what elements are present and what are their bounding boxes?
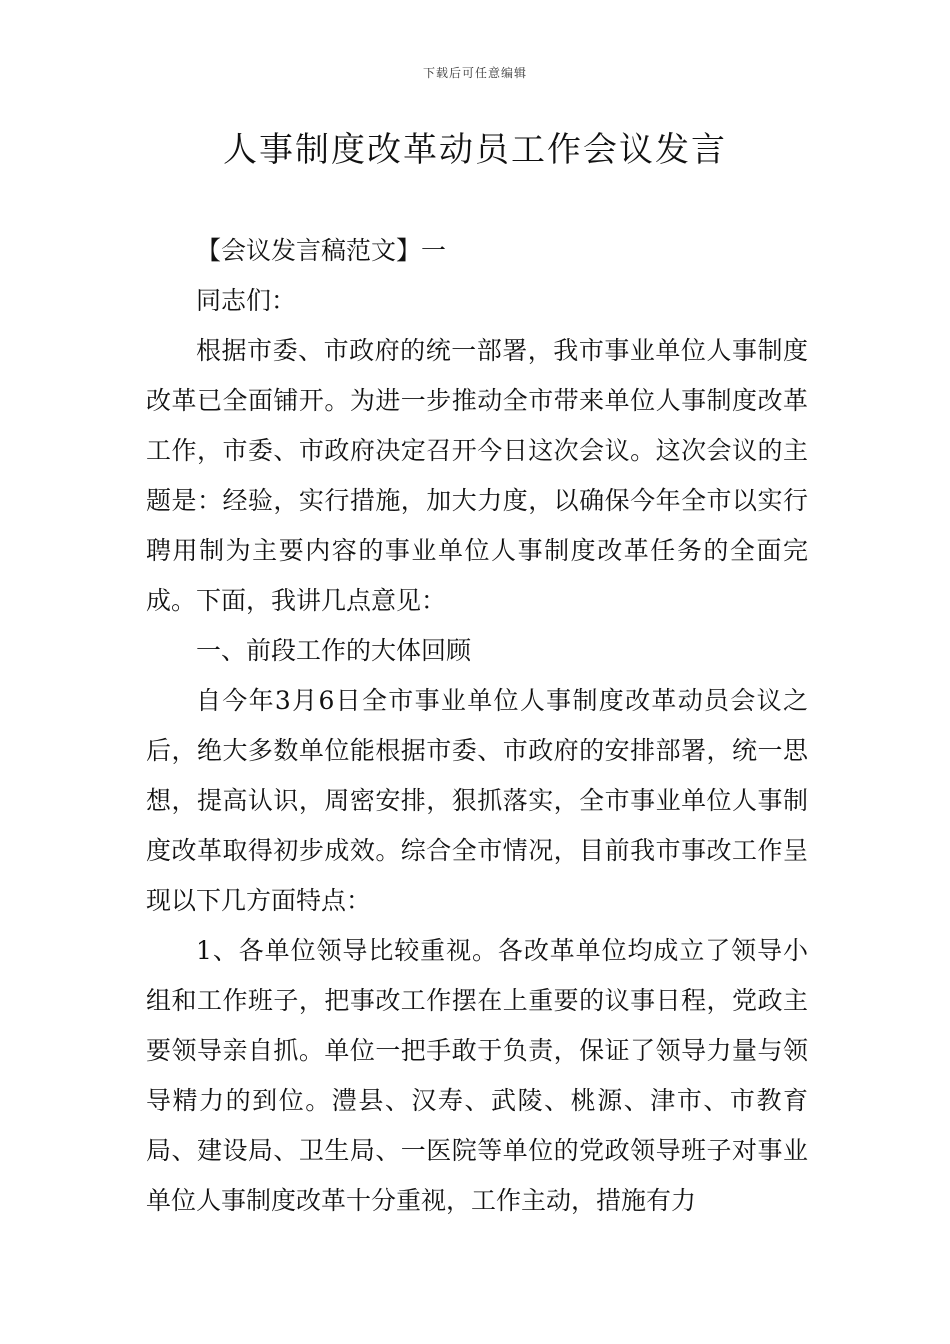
- paragraph-point-1: 1、各单位领导比较重视。各改革单位均成立了领导小组和工作班子，把事改工作摆在上重要的议事日程，党政主要领导亲自抓。单位一把手敢于负责，保证了领导力量与领导精力的到位。澧县、汉寿、武陵、桃源、津市、市教育局、建设局、卫生局、一医院等单位的党政领导班子对事业单位人事制度改革十分重视，工作主动，措施有力: [146, 936, 808, 1215]
- paragraph-salutation: 同志们：: [196, 286, 297, 315]
- paragraph-intro: 根据市委、市政府的统一部署，我市事业单位人事制度改革已全面铺开。为进一步推动全市带来单位人事制度改革工作，市委、市政府决定召开今日这次会议。这次会议的主题是：经验，实行措施，加大力度，以确保今年全市以实行聘用制为主要内容的事业单位人事制度改革任务的全面完成。下面，我讲几点意见：: [146, 336, 808, 615]
- paragraph-heading-sample: 【会议发言稿范文】一: [196, 236, 447, 265]
- paragraph-review: 自今年3月6日全市事业单位人事制度改革动员会议之后，绝大多数单位能根据市委、市政府的安排部署，统一思想，提高认识，周密安排，狠抓落实，全市事业单位人事制度改革取得初步成效。综合全市情况，目前我市事改工作呈现以下几方面特点：: [146, 686, 808, 915]
- document-body: [146, 226, 808, 1226]
- header-note: 下载后可任意编辑: [422, 66, 527, 80]
- paragraph-section-heading: 一、前段工作的大体回顾: [196, 636, 472, 665]
- document-title: 人事制度改革动员工作会议发言: [223, 130, 727, 170]
